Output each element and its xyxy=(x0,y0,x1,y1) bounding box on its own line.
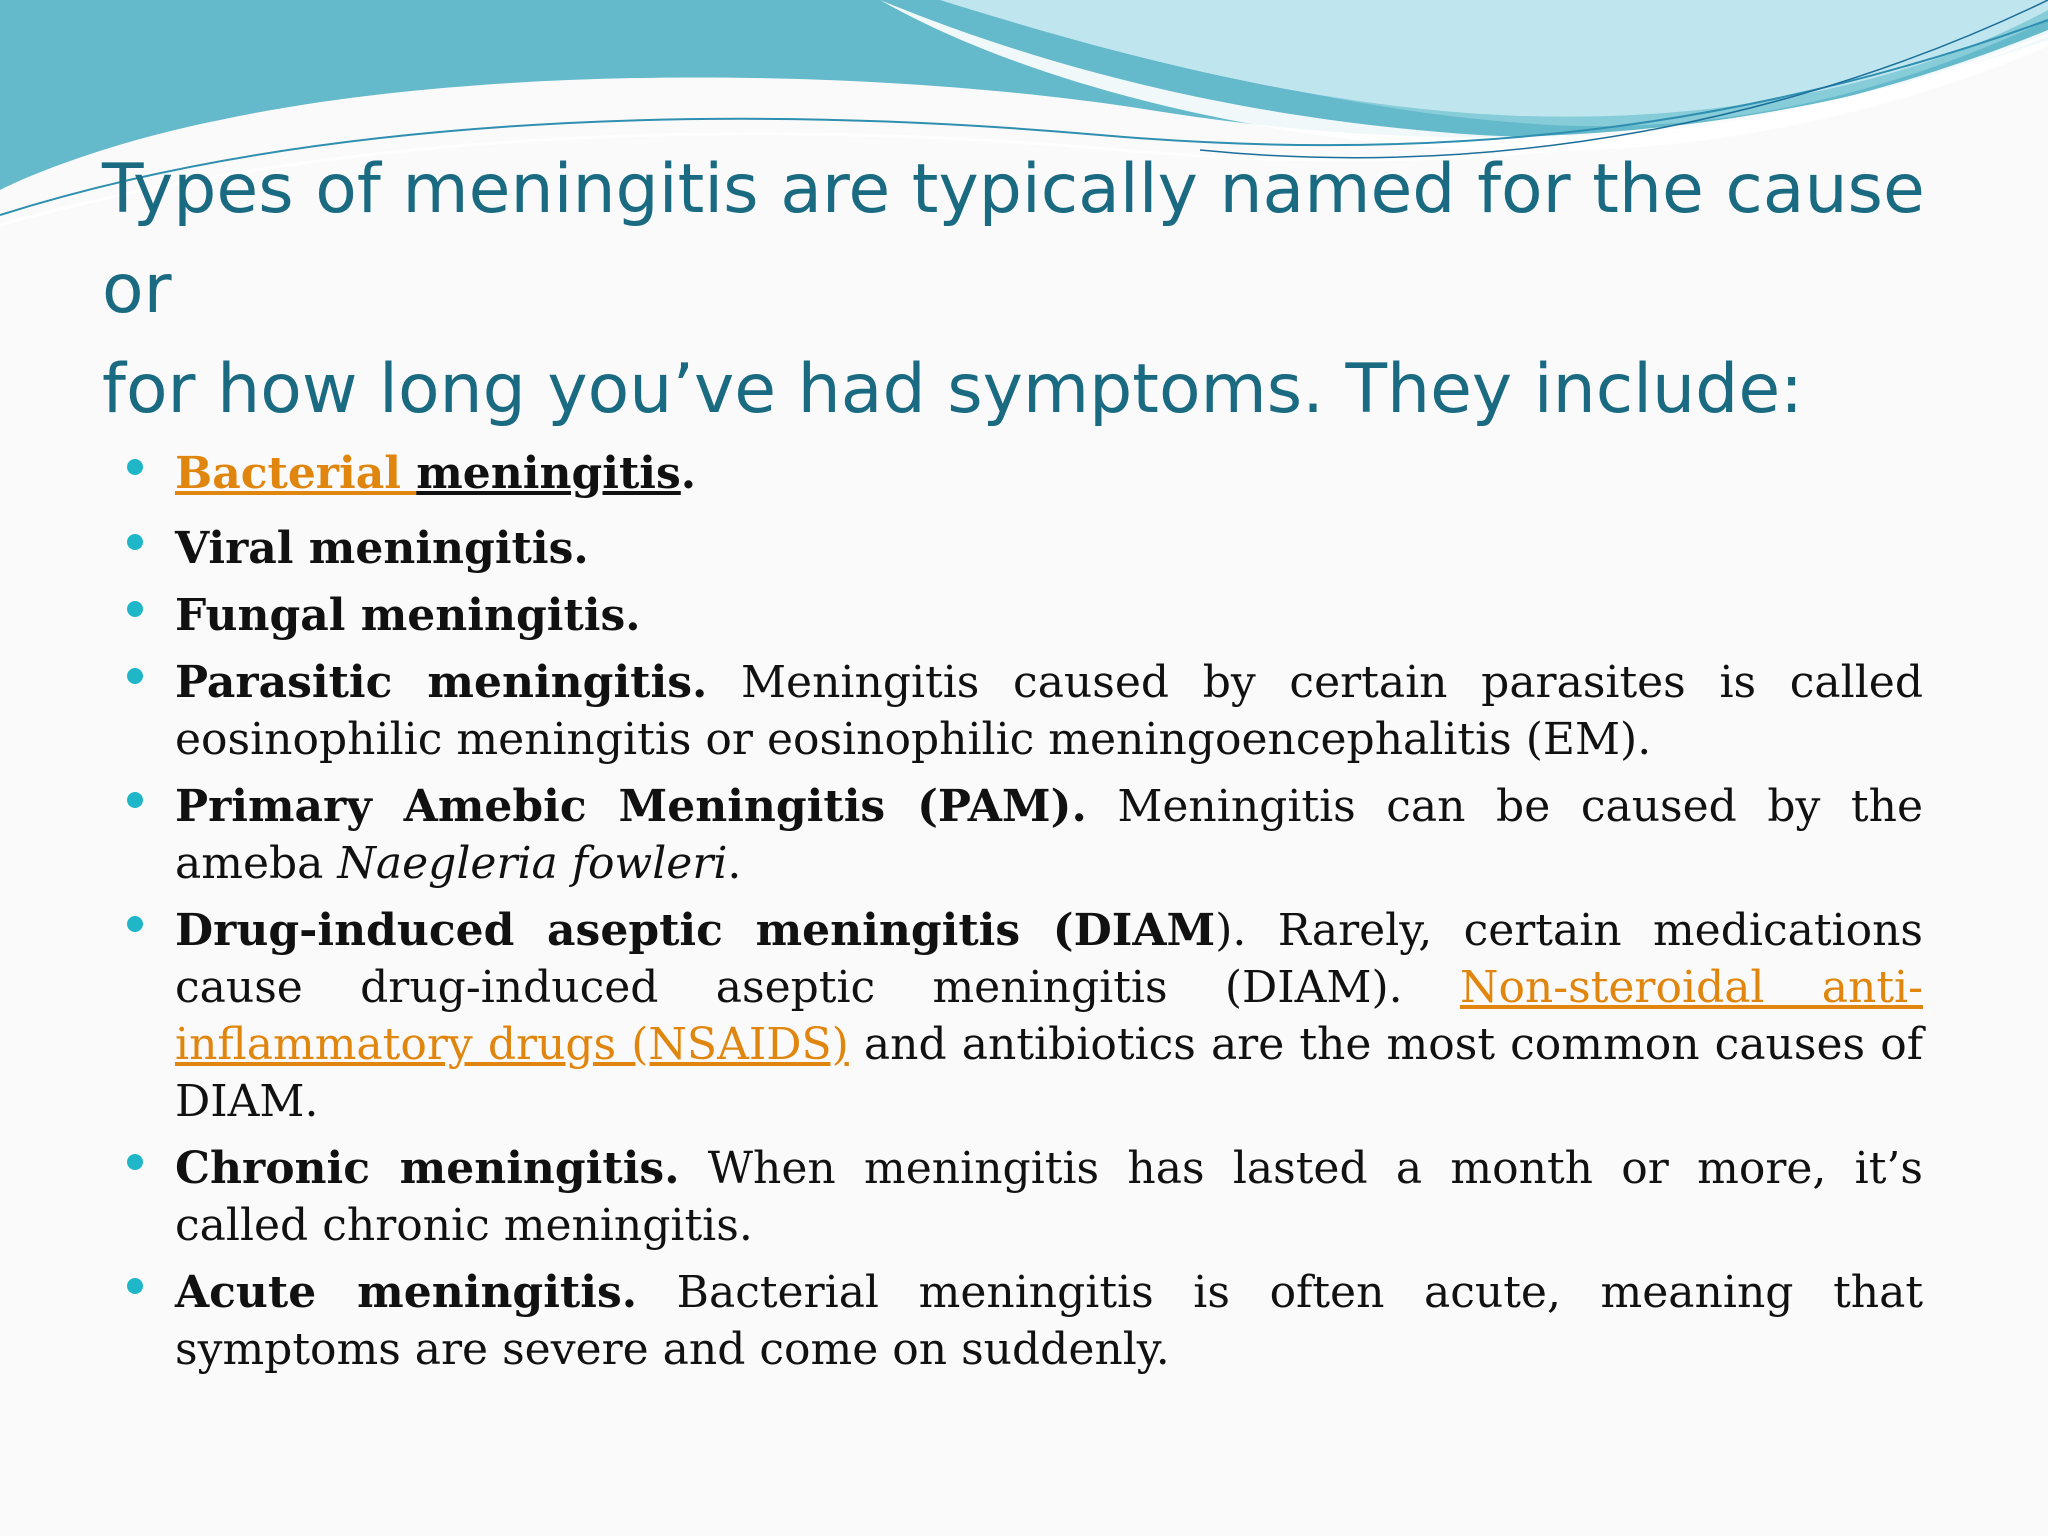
bullet-icon xyxy=(127,1154,143,1170)
title-line-1: Types of meningitis are typically named for the cause or xyxy=(102,150,1925,329)
list-item-parasitic xyxy=(125,654,1923,768)
bullet-icon xyxy=(127,534,143,550)
pam-term: Primary Amebic Meningitis (PAM). xyxy=(175,781,1087,832)
list-item-chronic xyxy=(125,1140,1923,1254)
bullet-icon xyxy=(127,668,143,684)
list-item-diam xyxy=(125,902,1923,1130)
diam-term: Drug-induced aseptic meningitis (DIAM xyxy=(175,905,1216,956)
list-item-bacterial xyxy=(125,445,1923,502)
pam-desc: Meningitis can be caused by the ameba xyxy=(175,781,1923,889)
pam-italic: Naegleria fowleri xyxy=(337,838,728,889)
title-line-2: for how long you’ve had symptoms. They include: xyxy=(102,350,1804,429)
meningitis-types-list xyxy=(125,445,1923,1388)
page-title xyxy=(102,140,1962,440)
acute-desc: Bacterial meningitis is often acute, meaning that symptoms are severe and come on suddenly. xyxy=(175,1267,1923,1375)
bullet-icon xyxy=(127,601,143,617)
list-item-pam xyxy=(125,778,1923,892)
bullet-icon xyxy=(127,916,143,932)
bullet-icon xyxy=(127,459,143,475)
list-item-fungal xyxy=(125,587,1923,644)
chronic-term: Chronic meningitis. xyxy=(175,1143,680,1194)
bullet-icon xyxy=(127,792,143,808)
viral-term: Viral meningitis. xyxy=(175,523,589,574)
fungal-term: Fungal meningitis. xyxy=(175,590,641,641)
diam-desc: ). Rarely, certain medications cause drug-induced aseptic meningitis (DIAM). xyxy=(175,905,1923,1013)
list-item-acute xyxy=(125,1264,1923,1378)
bacterial-end: . xyxy=(680,448,697,499)
bacterial-link[interactable]: Bacterial xyxy=(175,448,417,499)
parasitic-term: Parasitic meningitis. xyxy=(175,657,708,708)
parasitic-desc: Meningitis caused by certain parasites is called eosinophilic meningitis or eosinophilic meningoencephalitis (EM). xyxy=(175,657,1923,765)
nsaids-link[interactable]: Non-steroidal anti-inflammatory drugs (NSAIDS) xyxy=(175,962,1923,1070)
bullet-icon xyxy=(127,1278,143,1294)
bacterial-term: meningitis xyxy=(416,448,681,499)
acute-term: Acute meningitis. xyxy=(175,1267,638,1318)
chronic-desc: When meningitis has lasted a month or more, it’s called chronic meningitis. xyxy=(175,1143,1923,1251)
pam-end: . xyxy=(727,838,742,889)
diam-desc-2: and antibiotics are the most common causes of DIAM. xyxy=(175,1019,1923,1127)
list-item-viral xyxy=(125,520,1923,577)
